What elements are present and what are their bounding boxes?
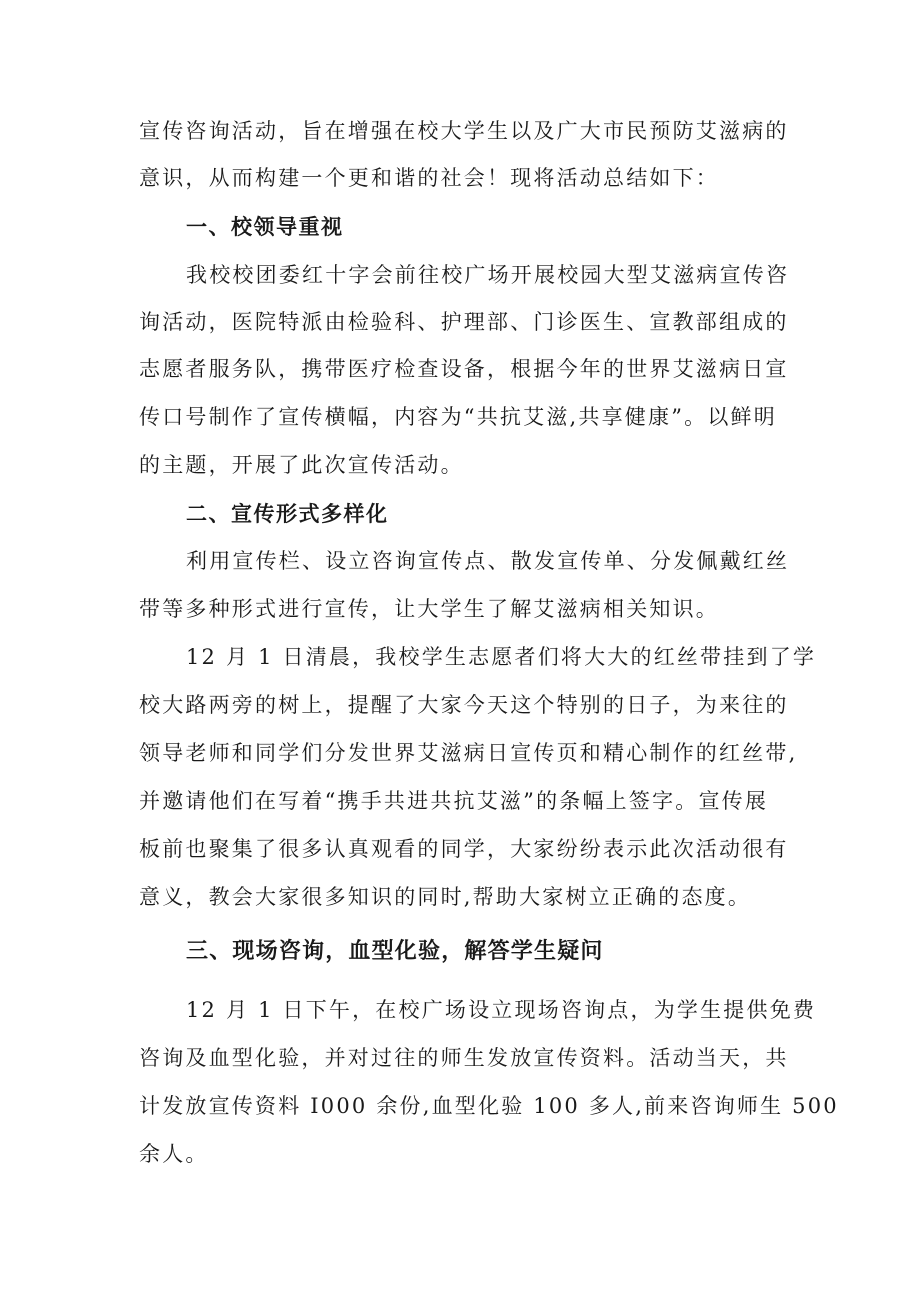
paragraph-line: 12 月 1 日清晨，我校学生志愿者们将大大的红丝带挂到了学 xyxy=(186,645,817,669)
paragraph-line: 校大路两旁的树上，提醒了大家今天这个特别的日子，为来往的 xyxy=(139,693,789,717)
paragraph-line: 带等多种形式进行宣传，让大学生了解艾滋病相关知识。 xyxy=(139,597,719,621)
paragraph-line: 12 月 1 日下午，在校广场设立现场咨询点，为学生提供免费 xyxy=(186,998,817,1022)
section-heading-2: 二、宣传形式多样化 xyxy=(186,502,389,526)
paragraph-line: 板前也聚集了很多认真观看的同学，大家纷纷表示此次活动很有 xyxy=(139,837,789,861)
paragraph-line: 计发放宣传资料 I000 余份,血型化验 100 多人,前来咨询师生 500 xyxy=(139,1094,839,1118)
paragraph-line: 传口号制作了宣传横幅，内容为“共抗艾滋,共享健康”。以鲜明 xyxy=(139,405,777,429)
paragraph-line: 领导老师和同学们分发世界艾滋病日宣传页和精心制作的红丝带, xyxy=(139,741,798,765)
paragraph-line: 我校校团委红十字会前往校广场开展校园大型艾滋病宣传咨 xyxy=(186,263,790,287)
intro-line: 宣传咨询活动，旨在增强在校大学生以及广大市民预防艾滋病的 xyxy=(139,119,789,143)
section-heading-3: 三、现场咨询，血型化验，解答学生疑问 xyxy=(186,939,604,964)
paragraph-line: 志愿者服务队，携带医疗检查设备，根据今年的世界艾滋病日宣 xyxy=(139,357,789,381)
paragraph-line: 的主题，开展了此次宣传活动。 xyxy=(139,453,464,477)
intro-line: 意识，从而构建一个更和谐的社会！现将活动总结如下： xyxy=(139,166,719,190)
paragraph-line: 并邀请他们在写着“携手共进共抗艾滋”的条幅上签字。宣传展 xyxy=(139,789,769,813)
paragraph-line: 余人。 xyxy=(139,1142,209,1166)
paragraph-line: 意义，教会大家很多知识的同时,帮助大家树立正确的态度。 xyxy=(139,885,752,909)
section-heading-1: 一、校领导重视 xyxy=(186,215,344,239)
paragraph-line: 询活动，医院特派由检验科、护理部、门诊医生、宣教部组成的 xyxy=(139,310,789,334)
paragraph-line: 利用宣传栏、设立咨询宣传点、散发宣传单、分发佩戴红丝 xyxy=(186,549,790,573)
paragraph-line: 咨询及血型化验，并对过往的师生发放宣传资料。活动当天，共 xyxy=(139,1046,789,1070)
